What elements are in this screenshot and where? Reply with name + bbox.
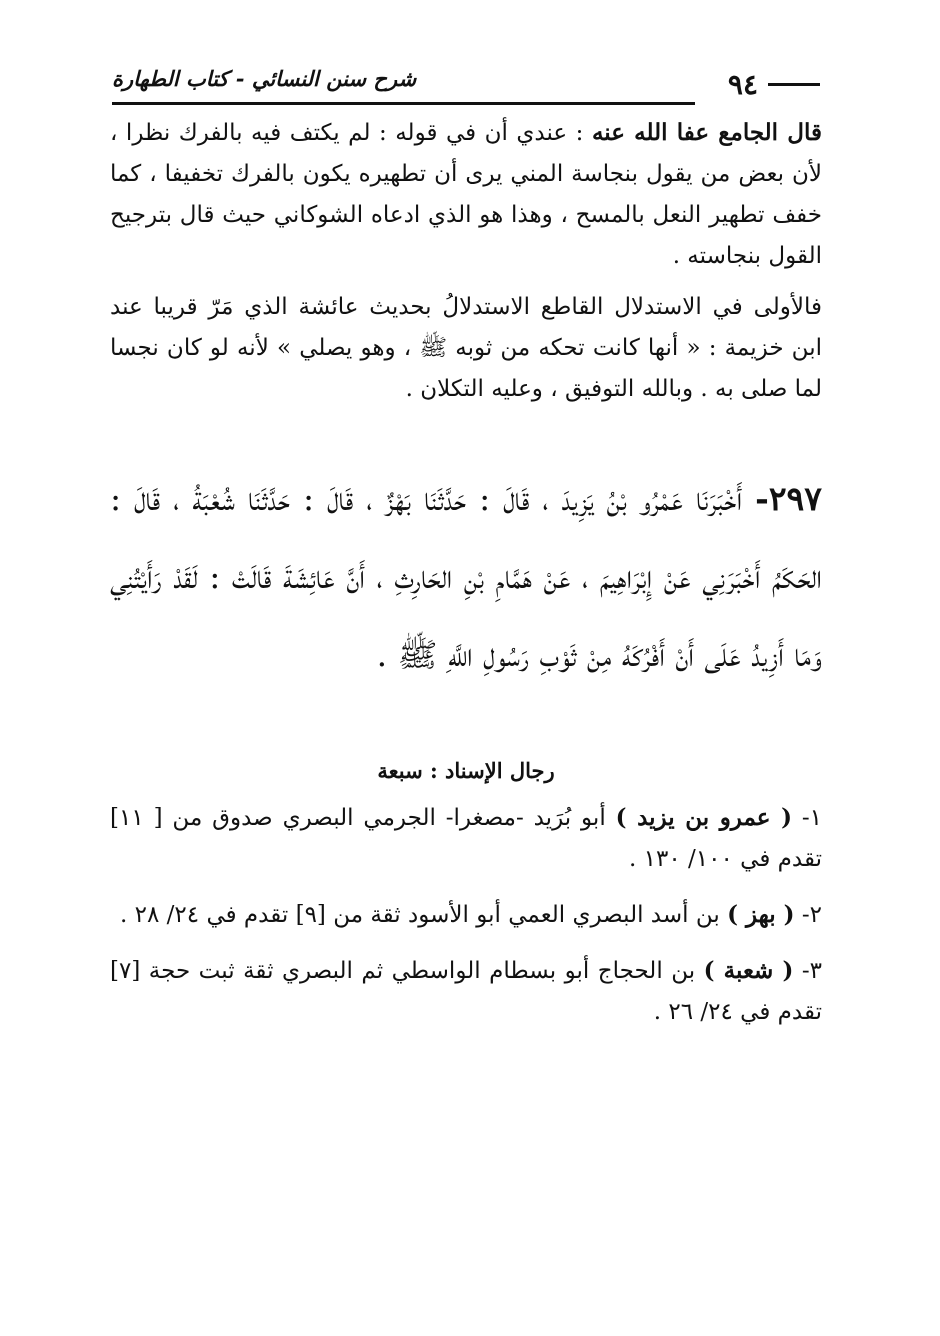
narrator-details: بن أسد البصري العمي أبو الأسود ثقة من [٩] تقدم في ٢٤/ ٢٨ . <box>120 902 728 928</box>
commentary-text: : عندي أن في قوله : لم يكتف فيه بالفرك نظرا ، لأن بعض من يقول بنجاسة المني يرى أن تطهيره يكون بالفرك تخفيفا ، كما خفف تطهير النعل بالمسح ، وهذا هو الذي ادعاه الشوكاني حيث قال بترجيح القول بنجاسته . <box>110 120 822 269</box>
narrator-entry <box>110 894 822 936</box>
hadith-text-block <box>110 460 822 694</box>
narrator-index: ١- <box>791 805 822 831</box>
page-number <box>728 68 820 101</box>
narrator-name: ( شعبة ) <box>703 957 794 984</box>
narrator-index: ٢- <box>794 902 822 928</box>
section-heading: رجال الإسناد : سبعة <box>377 758 555 783</box>
hadith-number: ٢٩٧- <box>755 479 822 518</box>
page-content <box>110 112 822 1033</box>
narrator-details: بن الحجاج أبو بسطام الواسطي ثم البصري ثقة ثبت حجة [٧] تقدم في ٢٤/ ٢٦ . <box>110 958 822 1025</box>
page-number-dash <box>768 83 820 86</box>
narrator-name: ( بهز ) <box>727 901 795 928</box>
narrator-name: ( عمرو بن يزيد ) <box>615 804 792 831</box>
running-header <box>112 66 820 106</box>
page-number-text: ٩٤ <box>727 68 758 101</box>
header-rule <box>112 102 695 105</box>
narrator-details: أبو بُرَيد -مصغرا- الجرمي البصري صدوق من [ ١١] تقدم في ١٠٠/ ١٣٠ . <box>110 805 822 872</box>
narrator-index: ٣- <box>793 958 823 984</box>
hadith-text: أَخْبَرَنَا عَمْرُو بْنُ يَزِيدَ ، قَالَ : حَدَّثَنَا بَهْزٌ ، قَالَ : حَدَّثَنَا شُعْبَةُ ، قَالَ : الحَكَمُ أَخْبَرَنِي عَنْ إِبْرَاهِيمَ ، عَنْ هَمَّامِ بْنِ الحَارِثِ ، أَنَّ عَائِشَةَ قَالَتْ : لَقَدْ رَأَيْتُنِي وَمَا أَزِيدُ عَلَى أَنْ أَفْرُكَهُ مِنْ ثَوْبِ رَسُولِ اللَّهِ ﷺ . <box>110 479 822 674</box>
commentary-paragraph-2: فالأولى في الاستدلال القاطع الاستدلالُ بحديث عائشة الذي مَرّ قريبا عند ابن خزيمة : « أنها كانت تحكه من ثوبه ﷺ ، وهو يصلي » لأنه لو كان نجسا لما صلى به . وبالله التوفيق ، وعليه التكلان . <box>110 294 822 402</box>
book-title: شرح سنن النسائي - كتاب الطهارة <box>112 66 417 91</box>
commentary-paragraph-1 <box>110 112 822 277</box>
commentary-author-lead: قال الجامع عفا الله عنه <box>591 119 822 146</box>
narrator-entry <box>110 950 822 1033</box>
narrator-entry <box>110 797 822 880</box>
